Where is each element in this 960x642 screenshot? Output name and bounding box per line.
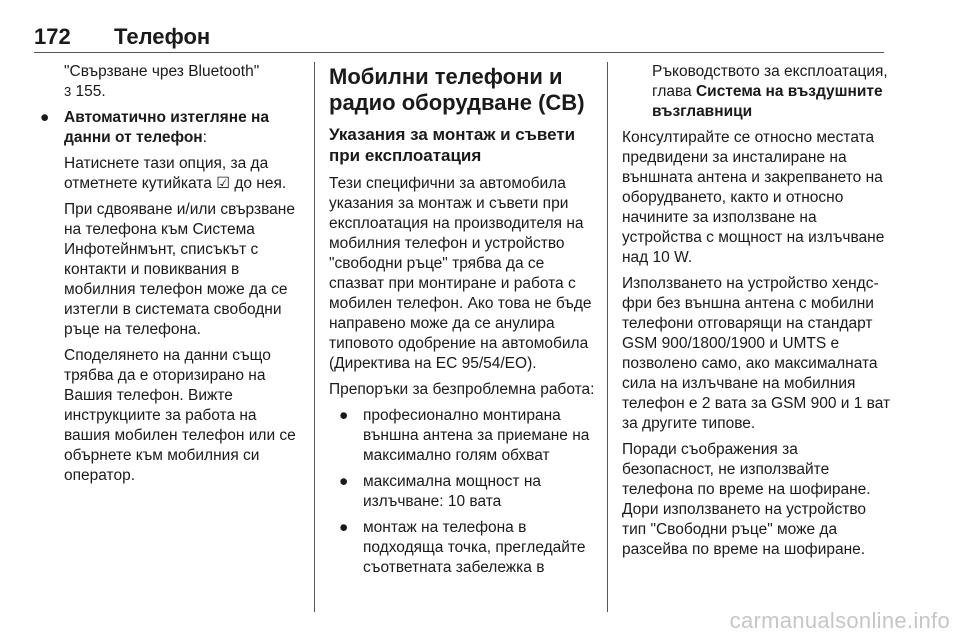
page-reference-arrow-icon: 3: [64, 84, 72, 99]
continued-text: [34, 62, 300, 102]
header-rule: [34, 52, 884, 53]
chapter-title: Телефон: [114, 24, 211, 49]
page-reference[interactable]: 155.: [71, 83, 106, 100]
list-item: [329, 472, 595, 512]
bullet-icon: ●: [40, 109, 50, 126]
section-title: Мобилни телефони и радио оборудване (CB): [329, 64, 585, 115]
continued-text: [622, 62, 892, 122]
list-item: [34, 108, 300, 148]
option-title-suffix: :: [202, 129, 207, 146]
airbag-system-reference: Система на въздушните възглавници: [652, 83, 883, 120]
column-middle: [329, 62, 595, 584]
list-item: [329, 406, 595, 466]
column-divider: [607, 62, 608, 612]
list-item: [329, 518, 595, 578]
column-right: [622, 62, 892, 566]
list-item-text: максимална мощност на излъчване: 10 вата: [363, 473, 541, 510]
paragraph: Консултирайте се относно местата предвидени за инсталиране на външната антена и закрепването на оборудването, както и относно начините за използване на устройства с мощност на излъчване над 10 W.: [622, 129, 885, 266]
page-header: [34, 24, 884, 54]
paragraph: При сдвояване и/или свързване на телефона към Система Инфотейнмънт, списъкът с контакти и повиквания в мобилния телефон може да се изтегли в системата свободни ръце на телефона.: [64, 201, 295, 338]
watermark: carmanualsonline.info: [729, 608, 950, 633]
paragraph: Използването на устройство хендс-фри без външна антена с мобилни телефони отговарящи на стандарт GSM 900/1800/1900 и UMTS е позволено само, ако максималната сила на излъчване на мобилния телефон е 2 вата за GSM 900 и 1 ват за другите типове.: [622, 275, 891, 432]
column-left: [34, 62, 300, 492]
section-subtitle: Указания за монтаж и съвети при експлоатация: [329, 125, 576, 165]
page-number: 172: [34, 24, 71, 49]
bullet-icon: ●: [339, 473, 349, 490]
bullet-icon: ●: [339, 407, 349, 424]
bullet-icon: ●: [339, 519, 349, 536]
paragraph: Споделянето на данни също трябва да е оторизирано на Вашия телефон. Вижте инструкциите за работа на вашия мобилен телефон или се обърнете към мобилния си оператор.: [64, 347, 296, 484]
manual-reference: Ръководството за експлоатация, глава: [652, 63, 888, 100]
list-item-text: професионално монтирана външна антена за приемане на максимално голям обхват: [363, 407, 590, 464]
paragraph: Тези специфични за автомобила указания за монтаж и съвети при експлоатация на производителя на мобилния телефон и устройство "свободни ръце" трябва да се спазват при монтиране и работа с мобилен телефон. Ако това не бъде направено може да се анулира типовото одобрение на автомобила (Директива на ЕС 95/54/ЕО).: [329, 175, 592, 372]
column-divider: [314, 62, 315, 612]
bluetooth-reference: "Свързване чрез Bluetooth": [64, 63, 260, 80]
list-item-text: монтаж на телефона в подходяща точка, прегледайте съответната забележка в: [363, 519, 586, 576]
paragraph: Поради съображения за безопасност, не използвайте телефона по време на шофиране. Дори използването на устройство тип "Свободни ръце" може да разсейва по време на шофиране.: [622, 441, 871, 558]
paragraph: Натиснете тази опция, за да отметнете кутийката ☑ до нея.: [64, 155, 287, 192]
option-title: Автоматично изтегляне на данни от телефон: [64, 109, 269, 146]
paragraph: Препоръки за безпроблемна работа:: [329, 381, 595, 398]
